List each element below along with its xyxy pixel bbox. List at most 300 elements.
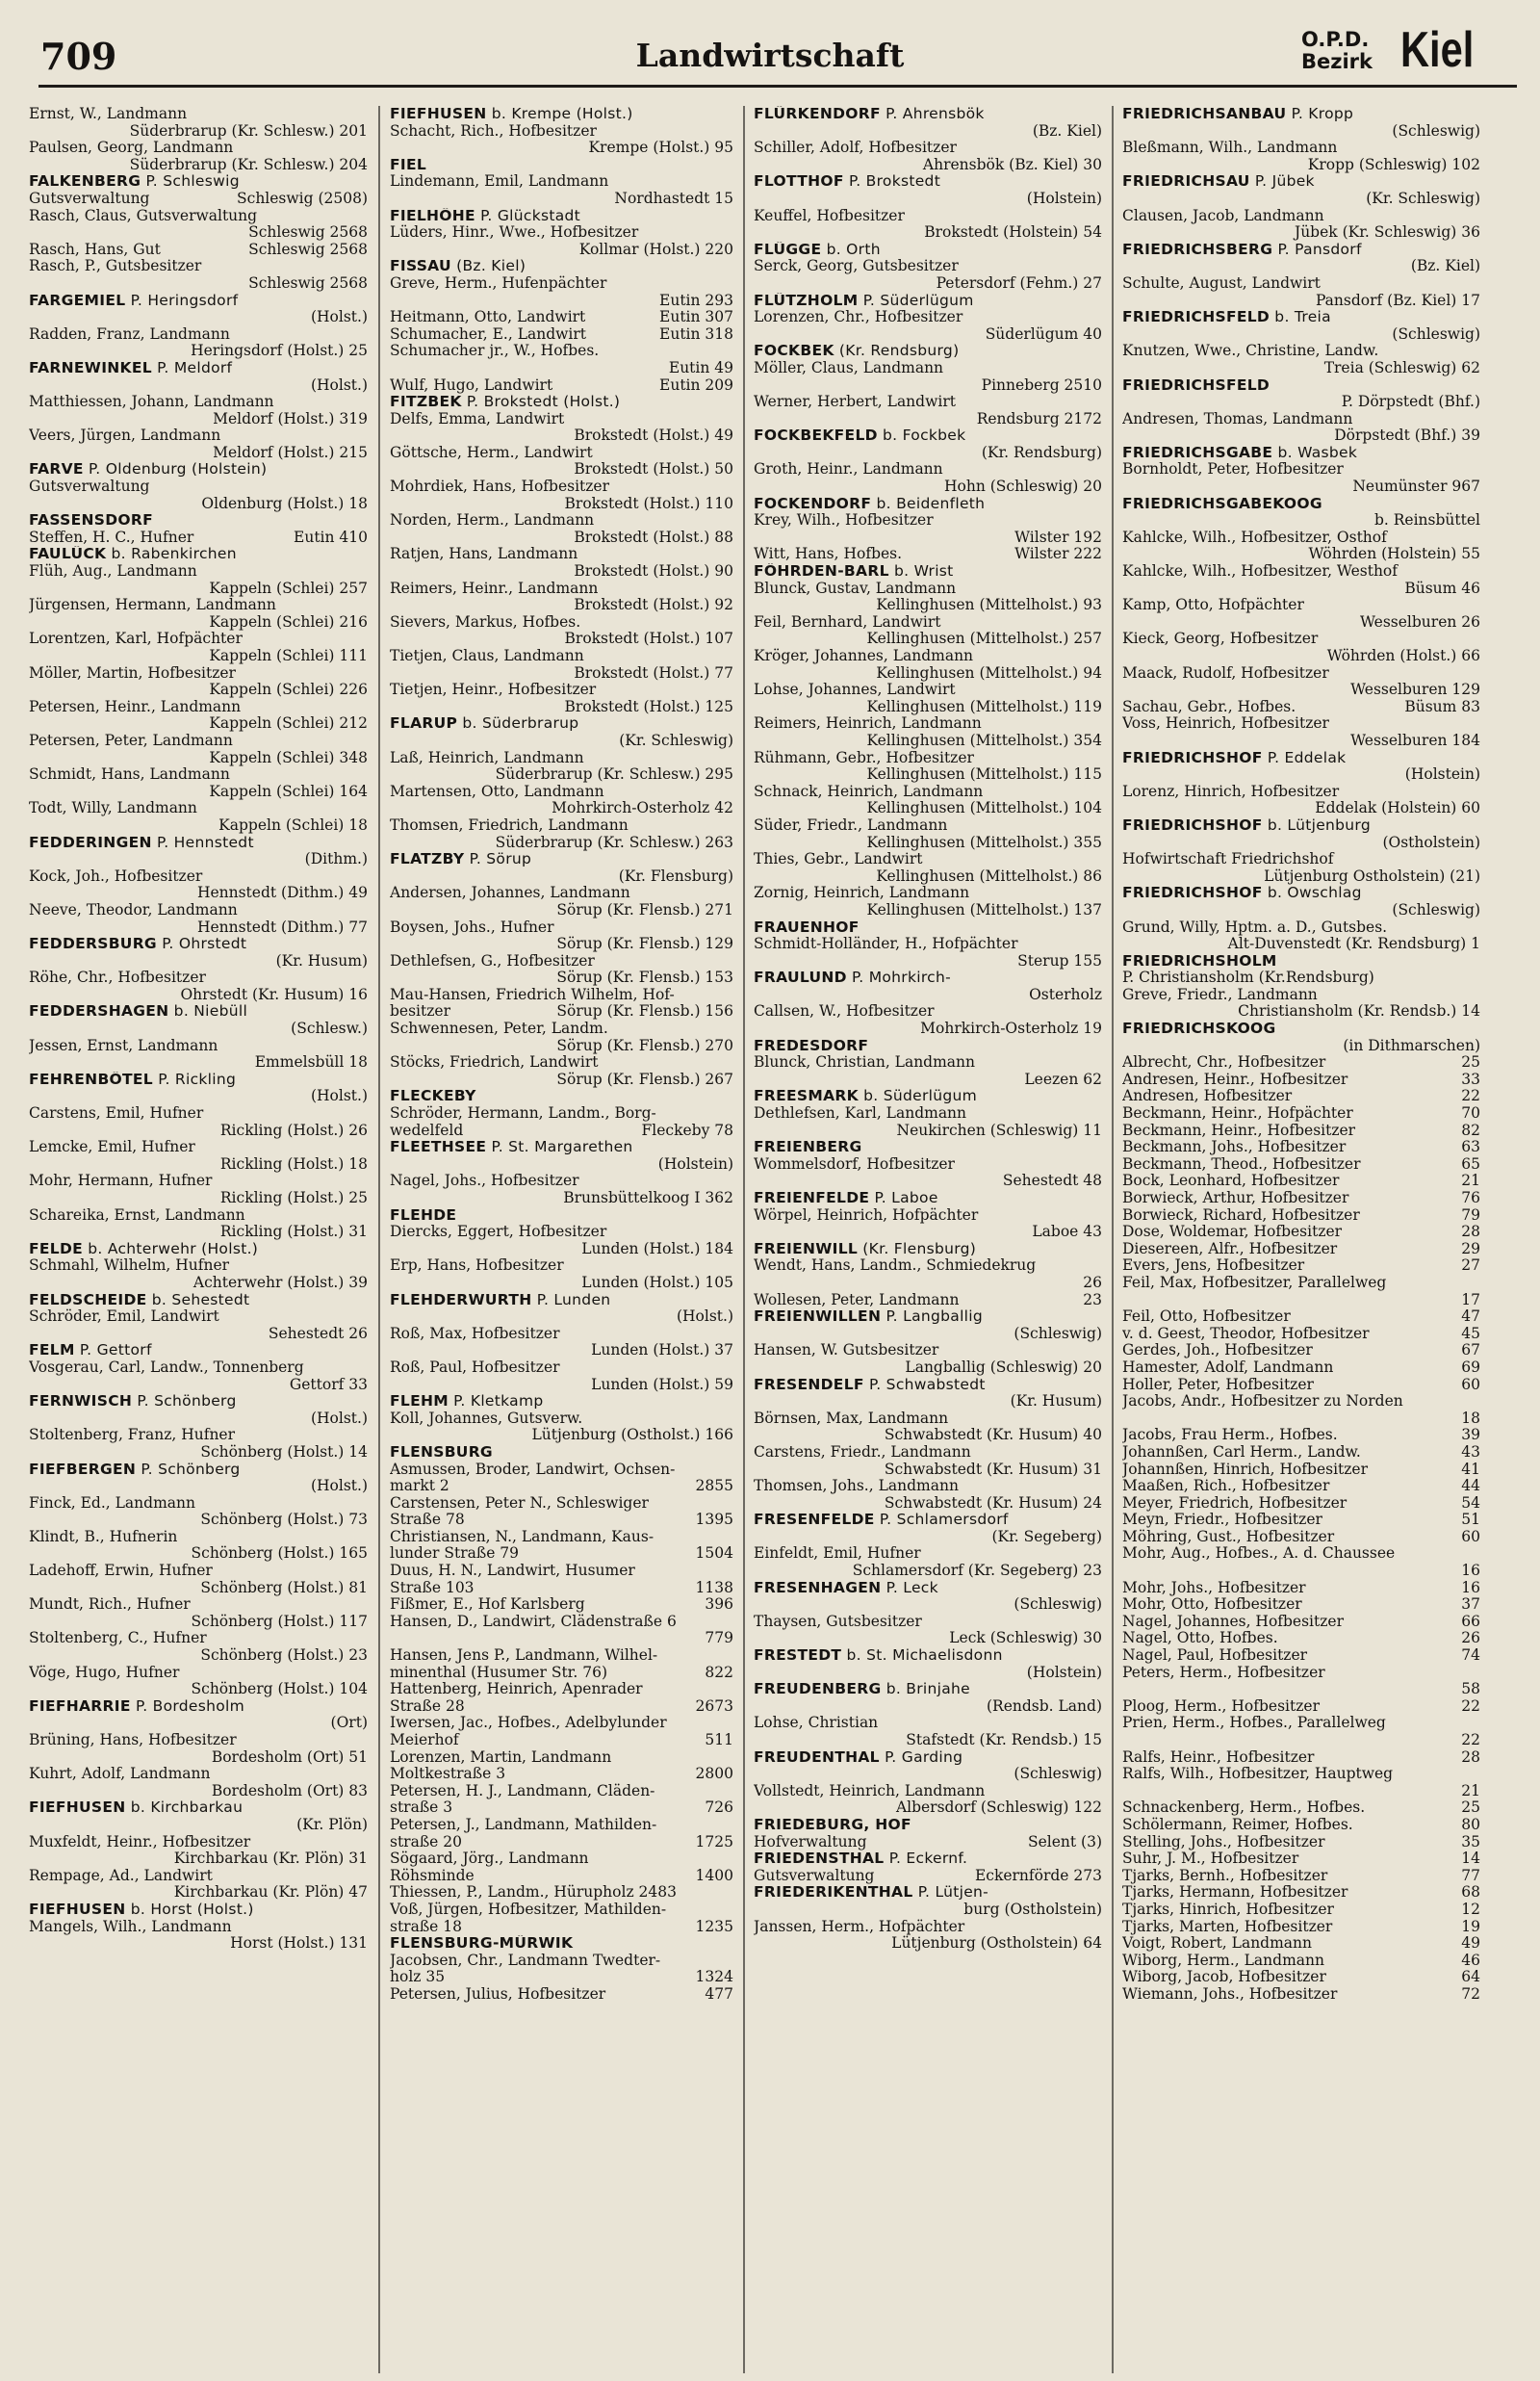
entry-location-phone: Rendsburg 2172: [976, 410, 1102, 427]
place-heading: [754, 970, 1102, 987]
entry-line: Vollstedt, Heinrich, Landmann: [754, 1782, 986, 1799]
entry-line: Ratjen, Hans, Landmann: [390, 546, 578, 563]
entry-location-phone: Mohrkirch-Osterholz 19: [920, 1021, 1102, 1038]
entry-line: Jacobsen, Chr., Landmann Twedter-: [390, 1952, 661, 1969]
entry-line: Maack, Rudolf, Hofbesitzer: [1122, 664, 1329, 682]
entry-line: Andersen, Johannes, Landmann: [390, 885, 630, 902]
entry-line: [1122, 1308, 1480, 1326]
entry-location-phone: Sörup (Kr. Flensb.) 153: [556, 970, 733, 987]
entry-line: [390, 1478, 733, 1495]
entry-line: Christiansen, N., Landmann, Kaus-: [390, 1528, 654, 1545]
entry-location-phone: Sörup (Kr. Flensb.) 271: [556, 901, 733, 919]
entry-line: [1122, 1342, 1480, 1359]
entry-text: besitzer: [390, 1003, 450, 1021]
entry-location-phone: Meldorf (Holst.) 319: [213, 410, 368, 427]
entry-line: [390, 1123, 733, 1140]
entry-line: Grund, Willy, Hptm. a. D., Gutsbes.: [1122, 919, 1388, 936]
place-postal-note: P. Ahrensbök: [880, 106, 985, 122]
place-heading: [754, 1817, 1102, 1834]
entry-continuation: (Schleswig): [1392, 325, 1480, 343]
place-heading: [29, 1342, 368, 1359]
place-name: FRIEDENSTHAL: [754, 1850, 885, 1868]
entry-location-phone: Brunsbüttelkoog I 362: [563, 1190, 733, 1206]
entry-line: Asmussen, Broder, Landwirt, Ochsen-: [390, 1461, 676, 1478]
entry-phone: 47: [1461, 1308, 1480, 1326]
entry-phone: 63: [1461, 1139, 1480, 1156]
entry-line: Vosgerau, Carl, Landw., Tonnenberg: [29, 1359, 304, 1376]
entry-continuation: (Holstein): [1404, 766, 1480, 784]
entry-line: Feil, Bernhard, Landwirt: [754, 613, 941, 631]
entry-line: [1122, 1953, 1480, 1970]
entry-line: Paulsen, Georg, Landmann: [29, 140, 234, 157]
entry-location-phone: Dörpstedt (Bhf.) 39: [1334, 427, 1480, 445]
place-heading: [390, 1088, 733, 1105]
entry-location-phone: Süderbrarup (Kr. Schlesw.) 201: [129, 122, 368, 140]
entry-continuation: (Schlesw.): [291, 1021, 368, 1038]
entry-line: Reimers, Heinrich, Landmann: [754, 715, 982, 733]
entry-line: [1122, 1495, 1480, 1513]
place-heading: [29, 1393, 368, 1410]
entry-text: Wiborg, Jacob, Hofbesitzer: [1122, 1969, 1326, 1986]
entry-line: Thies, Gebr., Landwirt: [754, 851, 923, 868]
place-postal-note: b. Lütjenburg: [1262, 816, 1371, 834]
entry-line: [1122, 1326, 1480, 1343]
place-postal-note: P. Sörup: [464, 851, 532, 868]
place-postal-note: P. St. Margarethen: [486, 1139, 633, 1156]
entry-line: Börnsen, Max, Landmann: [754, 1410, 949, 1427]
place-heading: [390, 258, 733, 275]
opd-label: O.P.D.: [1301, 28, 1370, 51]
place-heading: [1122, 817, 1480, 835]
entry-line: Neeve, Theodor, Landmann: [29, 901, 238, 919]
place-name: FELDSCHEIDE: [29, 1291, 147, 1308]
entry-phone: Wilster 222: [1014, 546, 1102, 563]
place-name: FLEETHSEE: [390, 1139, 487, 1156]
entry-text: Nagel, Otto, Hofbes.: [1122, 1630, 1278, 1647]
entry-line: Martensen, Otto, Landmann: [390, 783, 604, 800]
place-postal-note: P. Kletkamp: [448, 1393, 544, 1410]
entry-text: v. d. Geest, Theodor, Hofbesitzer: [1122, 1325, 1370, 1342]
entry-text: lunder Straße 79: [390, 1545, 520, 1563]
entry-phone: 68: [1461, 1884, 1480, 1902]
entry-line: [390, 1003, 733, 1021]
place-name: FARVE: [29, 461, 84, 479]
entry-phone: 1725: [695, 1833, 733, 1850]
entry-text: Bock, Leonhard, Hofbesitzer: [1122, 1173, 1340, 1190]
entry-location-phone: Schönberg (Holst.) 23: [200, 1647, 368, 1665]
entry-phone: Sörup (Kr. Flensb.) 156: [556, 1003, 733, 1021]
place-name: FREIENBERG: [754, 1139, 862, 1156]
header-rule: [38, 85, 1517, 88]
place-postal-note: P. Schönberg: [132, 1393, 237, 1410]
entry-line: Janssen, Herm., Hofpächter: [754, 1918, 965, 1935]
place-postal-note: P. Rickling: [152, 1071, 237, 1088]
entry-text: Tjarks, Marten, Hofbesitzer: [1122, 1918, 1333, 1935]
entry-location-phone: Süderbrarup (Kr. Schlesw.) 263: [495, 834, 733, 851]
place-name: FIEFHUSEN: [29, 1901, 126, 1918]
entry-continuation: (Schleswig): [1014, 1325, 1102, 1342]
entry-line: [1122, 1580, 1480, 1597]
entry-line: Andresen, Thomas, Landmann: [1122, 410, 1353, 427]
entry-phone: 2855: [695, 1478, 733, 1495]
entry-phone: 22: [1461, 1697, 1480, 1715]
place-name: FLENSBURG-MÜRWIK: [390, 1935, 574, 1953]
place-postal-note: (Bz. Kiel): [450, 258, 526, 275]
entry-location-phone: Brokstedt (Holstein) 54: [924, 224, 1102, 242]
entry-continuation: b. Reinsbüttel: [1373, 512, 1480, 530]
entry-line: Prien, Herm., Hofbes., Parallelweg: [1122, 1715, 1386, 1732]
entry-line: Werner, Herbert, Landwirt: [754, 394, 956, 411]
entry-line: [1122, 1105, 1480, 1123]
entry-line: [390, 1545, 733, 1563]
place-name: FLECKEBY: [390, 1088, 476, 1105]
entry-text: Tjarks, Hermann, Hofbesitzer: [1122, 1884, 1348, 1902]
entry-line: [754, 1834, 1102, 1851]
entry-line: Kamp, Otto, Hofpächter: [1122, 597, 1304, 614]
entry-location-phone: Rickling (Holst.) 31: [219, 1224, 368, 1241]
entry-phone: 60: [1461, 1376, 1480, 1393]
entry-phone: 2800: [695, 1766, 733, 1783]
entry-phone: 29: [1461, 1240, 1480, 1257]
place-postal-note: P. Hennstedt: [151, 834, 254, 851]
entry-phone: 33: [1461, 1071, 1480, 1088]
entry-line: Callsen, W., Hofbesitzer: [754, 1003, 935, 1021]
entry-location-phone: Sehestedt 26: [268, 1325, 368, 1342]
entry-line: Hansen, W. Gutsbesitzer: [754, 1342, 939, 1359]
entry-continuation: (Schleswig): [1392, 901, 1480, 919]
place-name: FRIEDRICHSHOF: [1122, 816, 1263, 834]
place-postal-note: P. Schleswig: [141, 173, 240, 191]
entry-line: [1122, 1190, 1480, 1207]
entry-line: Brüning, Hans, Hofbesitzer: [29, 1732, 237, 1748]
entry-text: Gerdes, Joh., Hofbesitzer: [1122, 1342, 1313, 1359]
entry-continuation: 18: [1461, 1410, 1480, 1427]
entry-text: Straße 28: [390, 1697, 465, 1715]
entry-line: Mundt, Rich., Hufner: [29, 1596, 191, 1614]
column-divider: [743, 106, 745, 2373]
entry-phone: 25: [1461, 1799, 1480, 1817]
place-postal-note: P. Garding: [879, 1748, 963, 1766]
entry-continuation: (Holstein): [657, 1155, 733, 1173]
entry-line: [390, 1596, 733, 1614]
entry-phone: 12: [1461, 1901, 1480, 1918]
entry-line: Voss, Heinrich, Hofbesitzer: [1122, 715, 1329, 733]
entry-phone: 54: [1461, 1494, 1480, 1512]
place-postal-note: b. Brinjahe: [881, 1681, 971, 1698]
entry-phone: 1324: [695, 1969, 733, 1986]
entry-line: Rasch, P., Gutsbesitzer: [29, 258, 202, 275]
entry-text: Nagel, Johannes, Hofbesitzer: [1122, 1613, 1344, 1630]
entry-line: Klindt, B., Hufnerin: [29, 1528, 178, 1545]
entry-continuation: (Schleswig): [1392, 122, 1480, 140]
place-heading: [29, 1072, 368, 1089]
entry-line: [390, 1698, 733, 1716]
entry-location-phone: Wöhrden (Holst.) 66: [1326, 648, 1480, 664]
entry-location-phone: Kappeln (Schlei) 164: [209, 783, 368, 800]
entry-text: Andresen, Hofbesitzer: [1122, 1088, 1293, 1105]
entry-line: Lindemann, Emil, Landmann: [390, 173, 609, 191]
entry-phone: Eutin 307: [659, 309, 733, 326]
entry-text: markt 2: [390, 1478, 449, 1495]
place-postal-note: b. Achterwehr (Holst.): [83, 1240, 259, 1257]
entry-line: Schnack, Heinrich, Landmann: [754, 783, 984, 800]
entry-phone: 396: [705, 1596, 733, 1614]
place-heading: [29, 1003, 368, 1021]
entry-line: Jessen, Ernst, Landmann: [29, 1037, 218, 1054]
entry-line: [1122, 1224, 1480, 1241]
entry-line: [1122, 1173, 1480, 1190]
entry-line: Koll, Johannes, Gutsverw.: [390, 1410, 583, 1427]
entry-text: Schölermann, Reimer, Hofbes.: [1122, 1816, 1353, 1833]
page-title: Landwirtschaft: [635, 37, 905, 74]
entry-location-phone: Alt-Duvenstedt (Kr. Rendsburg) 1: [1227, 936, 1480, 953]
place-heading: [1122, 106, 1480, 123]
place-name: FIEFBERGEN: [29, 1461, 137, 1478]
entry-text: Moltkestraße 3: [390, 1766, 506, 1783]
entry-line: [1122, 1377, 1480, 1394]
place-postal-note: P. Meldorf: [151, 359, 233, 376]
place-postal-note: b. St. Michaelisdonn: [841, 1647, 1003, 1665]
place-postal-note: P. Brokstedt (Holst.): [461, 394, 621, 411]
place-heading: [1122, 173, 1480, 191]
entry-line: Sögaard, Jörg., Landmann: [390, 1850, 589, 1868]
entry-location-phone: Stafstedt (Kr. Rendsb.) 15: [906, 1732, 1102, 1748]
entry-line: Schwennesen, Peter, Landm.: [390, 1021, 608, 1038]
entry-line: Schröder, Emil, Landwirt: [29, 1308, 219, 1326]
place-postal-note: b. Fockbek: [877, 427, 966, 445]
entry-line: Roß, Paul, Hofbesitzer: [390, 1359, 560, 1376]
entry-text: Diesereen, Alfr., Hofbesitzer: [1122, 1240, 1338, 1257]
place-heading: [390, 106, 733, 123]
column-1: [29, 106, 368, 2378]
place-heading: [29, 360, 368, 377]
entry-continuation: (Holst.): [676, 1308, 733, 1326]
entry-line: Rasch, Claus, Gutsverwaltung: [29, 207, 258, 224]
entry-line: [1122, 1139, 1480, 1156]
place-postal-note: b. Krempe (Holst.): [486, 106, 633, 122]
entry-line: [1122, 1630, 1480, 1647]
entry-text: Meyer, Friedrich, Hofbesitzer: [1122, 1494, 1348, 1512]
place-postal-note: P. Jübek: [1249, 173, 1315, 191]
entry-line: Lüders, Hinr., Wwe., Hofbesitzer: [390, 224, 639, 242]
entry-line: [1122, 1850, 1480, 1868]
place-name: FLEHM: [390, 1393, 449, 1410]
entry-line: Kahlcke, Wilh., Hofbesitzer, Osthof: [1122, 529, 1387, 546]
place-heading: [754, 563, 1102, 581]
entry-line: Schmidt, Hans, Landmann: [29, 766, 230, 784]
entry-text: Petersen, Julius, Hofbesitzer: [390, 1985, 606, 2003]
place-postal-note: b. Sehestedt: [146, 1291, 250, 1308]
entry-text: Nagel, Paul, Hofbesitzer: [1122, 1647, 1308, 1665]
entry-line: Finck, Ed., Landmann: [29, 1494, 195, 1512]
entry-line: Schumacher jr., W., Hofbes.: [390, 343, 600, 360]
place-heading: [29, 461, 368, 479]
entry-line: Petersen, J., Landmann, Mathilden-: [390, 1816, 657, 1833]
entry-location-phone: Pinneberg 2510: [981, 376, 1102, 394]
entry-continuation: Leezen 62: [1024, 1071, 1102, 1088]
entry-location-phone: Kropp (Schleswig) 102: [1307, 156, 1480, 173]
entry-line: [390, 377, 733, 395]
place-name: FRIEDRICHSKOOG: [1122, 1021, 1276, 1038]
entry-text: Suhr, J. M., Hofbesitzer: [1122, 1850, 1299, 1868]
place-heading: [754, 293, 1102, 310]
page-header: [0, 0, 1540, 114]
entry-line: Lorenz, Hinrich, Hofbesitzer: [1122, 783, 1340, 800]
column-2: [390, 106, 733, 2378]
entry-continuation: Schleswig 2568: [248, 274, 368, 292]
entry-text: Dose, Woldemar, Hofbesitzer: [1122, 1224, 1343, 1241]
region-name: Kiel: [1400, 22, 1475, 78]
entry-line: [29, 530, 368, 547]
entry-phone: 45: [1461, 1325, 1480, 1342]
entry-line: Veers, Jürgen, Landmann: [29, 427, 221, 445]
entry-location-phone: Nordhastedt 15: [614, 190, 733, 207]
entry-line: Blunck, Gustav, Landmann: [754, 580, 957, 597]
entry-line: Boysen, Johs., Hufner: [390, 919, 554, 936]
place-heading: [390, 1139, 733, 1156]
place-heading: [754, 106, 1102, 123]
entry-line: [1122, 1072, 1480, 1089]
place-name: FAULÜCK: [29, 546, 107, 563]
entry-text: Hofverwaltung: [754, 1833, 867, 1850]
place-postal-note: P. Ohrstedt: [156, 936, 247, 953]
entry-line: Lohse, Christian: [754, 1715, 879, 1732]
entry-location-phone: Kollmar (Holst.) 220: [578, 241, 733, 258]
place-name: FIEFHARRIE: [29, 1697, 131, 1715]
entry-line: [1122, 1919, 1480, 1936]
entry-location-phone: Brokstedt (Holst.) 107: [564, 631, 733, 648]
entry-location-phone: Kellinghusen (Mittelholst.) 119: [866, 698, 1102, 715]
entry-line: Einfeldt, Emil, Hufner: [754, 1545, 921, 1563]
entry-line: Stöcks, Friedrich, Landwirt: [390, 1054, 599, 1072]
postal-district-label: [1301, 29, 1373, 73]
entry-line: Tietjen, Heinr., Hofbesitzer: [390, 682, 597, 699]
place-heading: [754, 1850, 1102, 1868]
entry-line: Lohse, Johannes, Landwirt: [754, 682, 956, 699]
entry-line: Norden, Herm., Landmann: [390, 512, 595, 530]
entry-continuation: 779: [705, 1630, 733, 1647]
entry-continuation: (Holst.): [310, 1410, 368, 1427]
entry-line: Blunck, Christian, Landmann: [754, 1054, 976, 1072]
place-postal-note: P. Oldenburg (Holstein): [83, 461, 268, 479]
entry-line: [1122, 1054, 1480, 1072]
place-heading: [29, 1698, 368, 1716]
place-heading: [29, 1799, 368, 1817]
entry-phone: 1504: [695, 1545, 733, 1563]
entry-line: Petersen, Heinr., Landmann: [29, 698, 242, 715]
entry-line: Lorenzen, Chr., Hofbesitzer: [754, 309, 963, 326]
entry-phone: 26: [1461, 1630, 1480, 1647]
place-heading: [390, 1393, 733, 1410]
place-heading: [29, 936, 368, 953]
entry-text: Feil, Otto, Hofbesitzer: [1122, 1308, 1291, 1326]
entry-text: Andresen, Heinr., Hofbesitzer: [1122, 1071, 1348, 1088]
entry-phone: 72: [1461, 1985, 1480, 2003]
entry-phone: Fleckeby 78: [641, 1122, 733, 1139]
entry-line: Petersen, H. J., Landmann, Cläden-: [390, 1782, 655, 1799]
entry-line: [1122, 1444, 1480, 1462]
entry-line: Flüh, Aug., Landmann: [29, 563, 197, 581]
place-postal-note: P. Schlamersdorf: [874, 1512, 1009, 1529]
entry-line: [29, 191, 368, 208]
entry-phone: 2673: [695, 1697, 733, 1715]
place-name: FRIEDRICHSFELD: [1122, 376, 1270, 394]
place-heading: [1122, 953, 1480, 971]
entry-line: [390, 1580, 733, 1597]
place-name: FEHRENBÖTEL: [29, 1071, 153, 1088]
entry-phone: 21: [1461, 1173, 1480, 1190]
place-name: FRIEDRICHSHOF: [1122, 885, 1263, 902]
place-heading: [390, 1444, 733, 1462]
place-postal-note: b. Owschlag: [1262, 885, 1362, 902]
entry-line: Serck, Georg, Gutsbesitzer: [754, 258, 959, 275]
place-name: FREUDENBERG: [754, 1681, 882, 1698]
place-name: FLEHDERWURTH: [390, 1291, 532, 1308]
place-postal-note: P. Kropp: [1286, 106, 1354, 122]
entry-text: Beckmann, Theod., Hofbesitzer: [1122, 1155, 1361, 1173]
place-name: FRESTEDT: [754, 1647, 842, 1665]
entry-line: [1122, 1817, 1480, 1834]
place-heading: [390, 394, 733, 411]
entry-line: [390, 1799, 733, 1817]
entry-continuation: (Kr. Husum): [1010, 1393, 1102, 1410]
entry-line: Nagel, Johs., Hofbesitzer: [390, 1173, 579, 1190]
entry-phone: Eutin 318: [659, 325, 733, 343]
column-3: [754, 106, 1102, 2378]
entry-text: Wiemann, Johs., Hofbesitzer: [1122, 1985, 1338, 2003]
entry-phone: 70: [1461, 1105, 1480, 1123]
entry-line: Groth, Heinr., Landmann: [754, 461, 943, 479]
entry-location-phone: Horst (Holst.) 131: [230, 1935, 368, 1953]
entry-line: [390, 1919, 733, 1936]
entry-continuation: (Bz. Kiel): [1032, 122, 1102, 140]
entry-line: Carstensen, Peter N., Schleswiger: [390, 1494, 649, 1512]
entry-phone: 22: [1461, 1088, 1480, 1105]
entry-line: Todt, Willy, Landmann: [29, 800, 197, 817]
place-name: FELM: [29, 1342, 75, 1359]
place-postal-note: P. Bordesholm: [130, 1697, 245, 1715]
place-postal-note: b. Rabenkirchen: [106, 546, 237, 563]
place-name: FEDDERSHAGEN: [29, 1003, 169, 1021]
entry-location-phone: Kellinghusen (Mittelholst.) 86: [876, 867, 1102, 885]
entry-continuation: (Kr. Schleswig): [619, 732, 733, 749]
entry-continuation: (Kr. Flensburg): [618, 867, 733, 885]
column-4: [1122, 106, 1480, 2378]
entry-continuation: 26: [1083, 1274, 1102, 1291]
entry-line: Jacobs, Andr., Hofbesitzer zu Norden: [1122, 1393, 1403, 1410]
entry-phone: 822: [705, 1664, 733, 1681]
place-name: FLÜTZHOLM: [754, 292, 859, 309]
entry-location-phone: Kappeln (Schlei) 212: [209, 715, 368, 733]
entry-phone: 511: [705, 1732, 733, 1748]
entry-line: Röhe, Chr., Hofbesitzer: [29, 970, 206, 987]
entry-location-phone: Brokstedt (Holst.) 49: [574, 427, 733, 445]
place-postal-note: P. Eckernf.: [884, 1850, 968, 1868]
entry-location-phone: Brokstedt (Holst.) 110: [564, 495, 733, 512]
place-name: FRAUENHOF: [754, 919, 860, 936]
place-heading: [390, 1292, 733, 1309]
entry-line: Lorentzen, Karl, Hofpächter: [29, 631, 243, 648]
place-heading: [29, 512, 368, 530]
entry-line: [1122, 1749, 1480, 1767]
entry-line: Vöge, Hugo, Hufner: [29, 1664, 180, 1681]
place-name: FELDE: [29, 1240, 84, 1257]
entry-line: [390, 1766, 733, 1783]
entry-continuation: (Kr. Rendsburg): [981, 444, 1102, 461]
entry-continuation: (Kr. Schleswig): [1366, 190, 1480, 207]
entry-text: Albrecht, Chr., Hofbesitzer: [1122, 1054, 1326, 1072]
entry-line: Schacht, Rich., Hofbesitzer: [390, 122, 597, 140]
